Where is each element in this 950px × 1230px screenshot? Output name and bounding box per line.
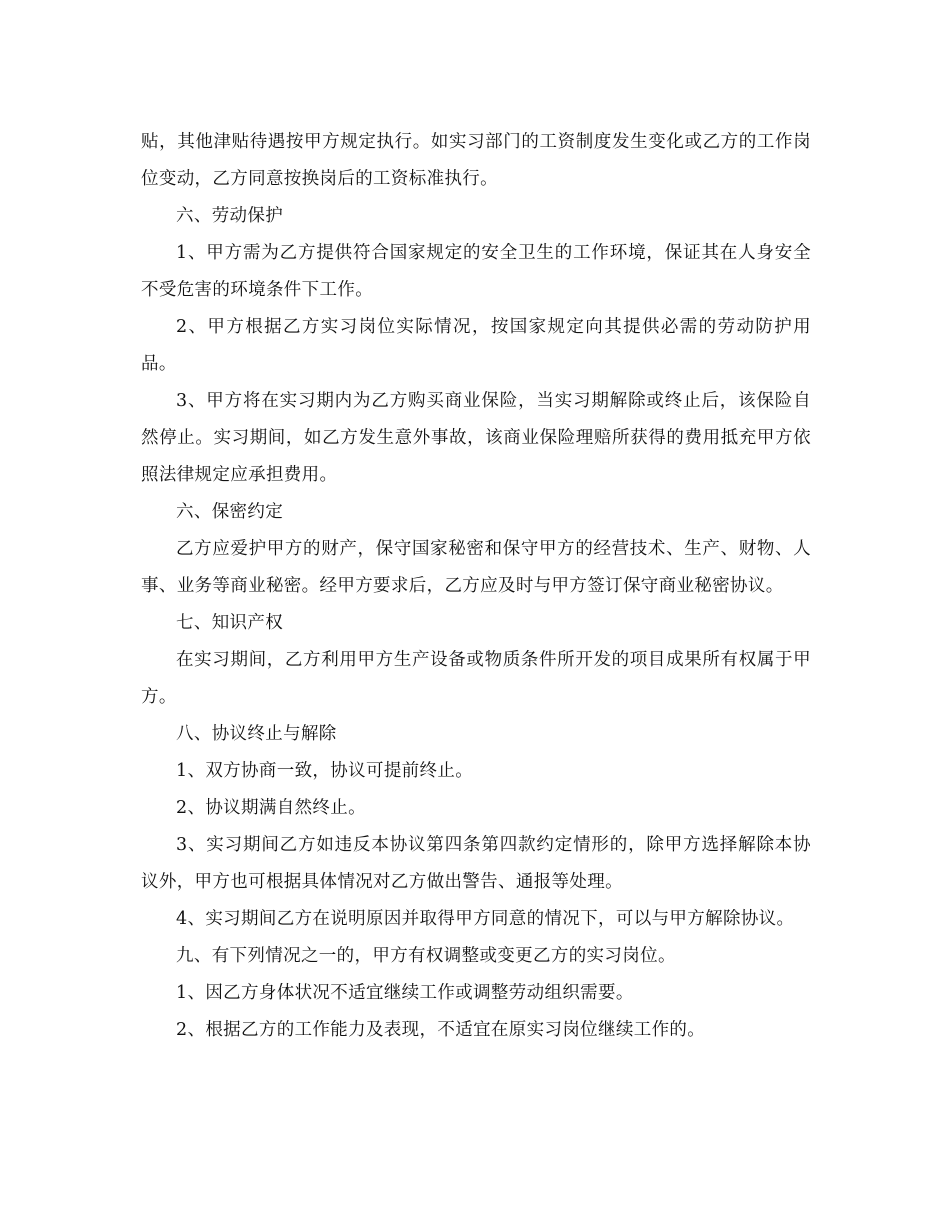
paragraph-termination-4: 4、实习期间乙方在说明原因并取得甲方同意的情况下，可以与甲方解除协议。 <box>176 909 795 929</box>
paragraph-safe-environment: 1、甲方需为乙方提供符合国家规定的安全卫生的工作环境，保证其在人身安全不受危害的环境条件下工作。 <box>141 243 811 300</box>
paragraph-allowance-continued: 贴，其他津贴待遇按甲方规定执行。如实习部门的工资制度发生变化或乙方的工作岗位变动，乙方同意按换岗后的工资标准执行。 <box>141 132 811 189</box>
paragraph-adjustment-1: 1、因乙方身体状况不适宜继续工作或调整劳动组织需要。 <box>176 983 634 1003</box>
paragraph-commercial-insurance: 3、甲方将在实习期内为乙方购买商业保险，当实习期解除或终止后，该保险自然停止。实习期间，如乙方发生意外事故，该商业保险理赔所获得的费用抵充甲方依照法律规定应承担费用。 <box>141 391 811 485</box>
paragraph-termination-3: 3、实习期间乙方如违反本协议第四条第四款约定情形的，除甲方选择解除本协议外，甲方也可根据具体情况对乙方做出警告、通报等处理。 <box>141 835 811 892</box>
paragraph-adjustment-2: 2、根据乙方的工作能力及表现，不适宜在原实习岗位继续工作的。 <box>176 1020 706 1040</box>
paragraph-protective-equipment: 2、甲方根据乙方实习岗位实际情况，按国家规定向其提供必需的劳动防护用品。 <box>141 317 811 374</box>
heading-termination: 八、协议终止与解除 <box>176 724 337 744</box>
heading-intellectual-property: 七、知识产权 <box>176 613 284 633</box>
paragraph-termination-2: 2、协议期满自然终止。 <box>176 798 366 818</box>
heading-labor-protection: 六、劳动保护 <box>176 206 284 226</box>
paragraph-confidentiality: 乙方应爱护甲方的财产，保守国家秘密和保守甲方的经营技术、生产、财物、人事、业务等商业秘密。经甲方要求后，乙方应及时与甲方签订保守商业秘密协议。 <box>141 539 811 596</box>
document-body <box>141 124 811 1049</box>
paragraph-termination-1: 1、双方协商一致，协议可提前终止。 <box>176 761 474 781</box>
heading-confidentiality: 六、保密约定 <box>176 502 284 522</box>
paragraph-intellectual-property: 在实习期间，乙方利用甲方生产设备或物质条件所开发的项目成果所有权属于甲方。 <box>141 650 811 707</box>
heading-position-adjustment: 九、有下列情况之一的，甲方有权调整或变更乙方的实习岗位。 <box>176 946 676 966</box>
